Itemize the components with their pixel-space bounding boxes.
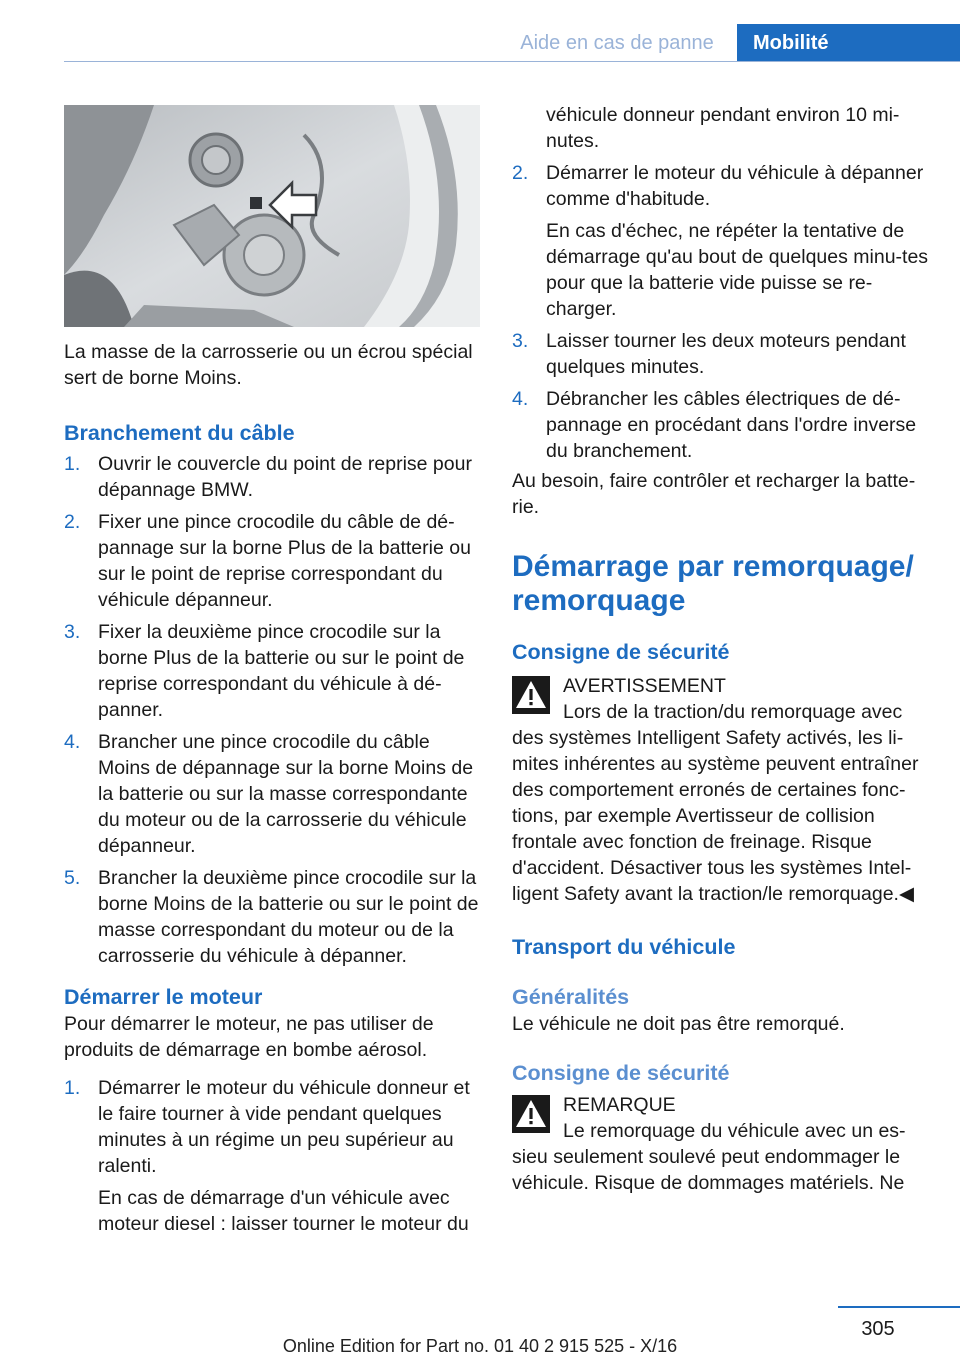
heading-cable-connection: Branchement du câble: [64, 421, 295, 445]
page-number: 305: [861, 1318, 895, 1340]
start-intro-text: Pour démarrer le moteur, ne pas utiliser de produits de démarrage en bombe aérosol.: [64, 1013, 434, 1061]
list-item: 5. Brancher la deuxième pince crocodile sur la borne Moins de la batterie ou sur le point de masse correspondant du moteur ou de la carrosserie du véhicule à dépanner.: [64, 867, 479, 967]
engine-bay-photo: [64, 105, 480, 327]
general-text: Le véhicule ne doit pas être remorqué.: [512, 1013, 845, 1035]
header-chapter-tab: Mobilité: [737, 24, 960, 62]
list-item: 4. Débrancher les câbles électriques de dé-pannage en procédant dans l'ordre inverse du branchement.: [512, 388, 917, 462]
heading-start-engine: Démarrer le moteur: [64, 985, 263, 1009]
warning-box: [512, 672, 932, 725]
heading-safety-notice: Consigne de sécurité: [512, 640, 730, 664]
notice-box: [512, 1091, 932, 1144]
right-column: [512, 102, 932, 1196]
edition-footer: Online Edition for Part no. 01 40 2 915 525 - X/16: [282, 1336, 678, 1356]
warning-first-line: Lors de la traction/du remorquage avec: [563, 701, 903, 723]
list-item: 1. Démarrer le moteur du véhicule donneur et le faire tourner à vide pendant quelques minutes à un régime un peu supérieur au ralenti. En cas de démarrage d'un véhicule avec moteur diesel : laisser tourner le moteur du: [64, 1077, 470, 1235]
heading-general: Généralités: [512, 985, 630, 1009]
warning-triangle-icon: [512, 1095, 550, 1133]
after-steps-text: Au besoin, faire contrôler et recharger la batte-rie.: [512, 470, 916, 518]
list-item: 3. Fixer la deuxième pince crocodile sur la borne Plus de la batterie ou sur le point de reprise correspondant du véhicule à dé-panner.: [64, 621, 465, 721]
list-item: 2. Démarrer le moteur du véhicule à dépanner comme d'habitude. En cas d'échec, ne répéter la tentative de démarrage qu'au bout de quelques minu-tes pour que la batterie vide puisse se re-charger.: [512, 162, 929, 320]
list-item: 3. Laisser tourner les deux moteurs pendant quelques minutes.: [512, 330, 906, 378]
list-item-continued: véhicule donneur pendant environ 10 mi-nutes.: [546, 104, 900, 152]
page-number-rule: [838, 1306, 960, 1308]
warning-title: AVERTISSEMENT: [563, 675, 726, 697]
warning-body: des systèmes Intelligent Safety activés, les li-mites inhérentes au système peuvent entraîner des comportement erronés de certaines fonc-tions, par exemple Avertisseur de collision frontale avec fonction de freinage. Risque d'accident. Désactiver tous les systèmes Intel-ligent Safety avant la traction/le remorquage.◀: [512, 727, 919, 905]
list-item: 4. Brancher une pince crocodile du câble Moins de dépannage sur la borne Moins de la batterie ou sur la masse correspondante du moteur ou de la carrosserie du véhicule dépanneur.: [64, 731, 474, 857]
list-item: 1. Ouvrir le couvercle du point de reprise pour dépannage BMW.: [64, 453, 472, 501]
warning-triangle-icon: [512, 676, 550, 714]
heading-safety-notice-2: Consigne de sécurité: [512, 1061, 730, 1085]
heading-vehicle-transport: Transport du véhicule: [512, 935, 736, 959]
heading-towing: Démarrage par remorquage/ remorquage: [512, 550, 914, 617]
left-column: [64, 105, 480, 1243]
notice-title: REMARQUE: [563, 1094, 676, 1116]
photo-caption: La masse de la carrosserie ou un écrou spécial sert de borne Moins.: [64, 341, 473, 389]
notice-body: sieu seulement soulevé peut endommager le véhicule. Risque de dommages matériels. Ne: [512, 1146, 905, 1194]
header-rule: [64, 61, 960, 62]
header-section-title: Aide en cas de panne: [520, 32, 714, 54]
cable-steps-list: [64, 451, 480, 969]
list-item: 2. Fixer une pince crocodile du câble de dé-pannage sur la borne Plus de la batterie ou sur le point de reprise correspondant du véhicule dépanneur.: [64, 511, 471, 611]
notice-first-line: Le remorquage du véhicule avec un es-: [563, 1120, 906, 1142]
